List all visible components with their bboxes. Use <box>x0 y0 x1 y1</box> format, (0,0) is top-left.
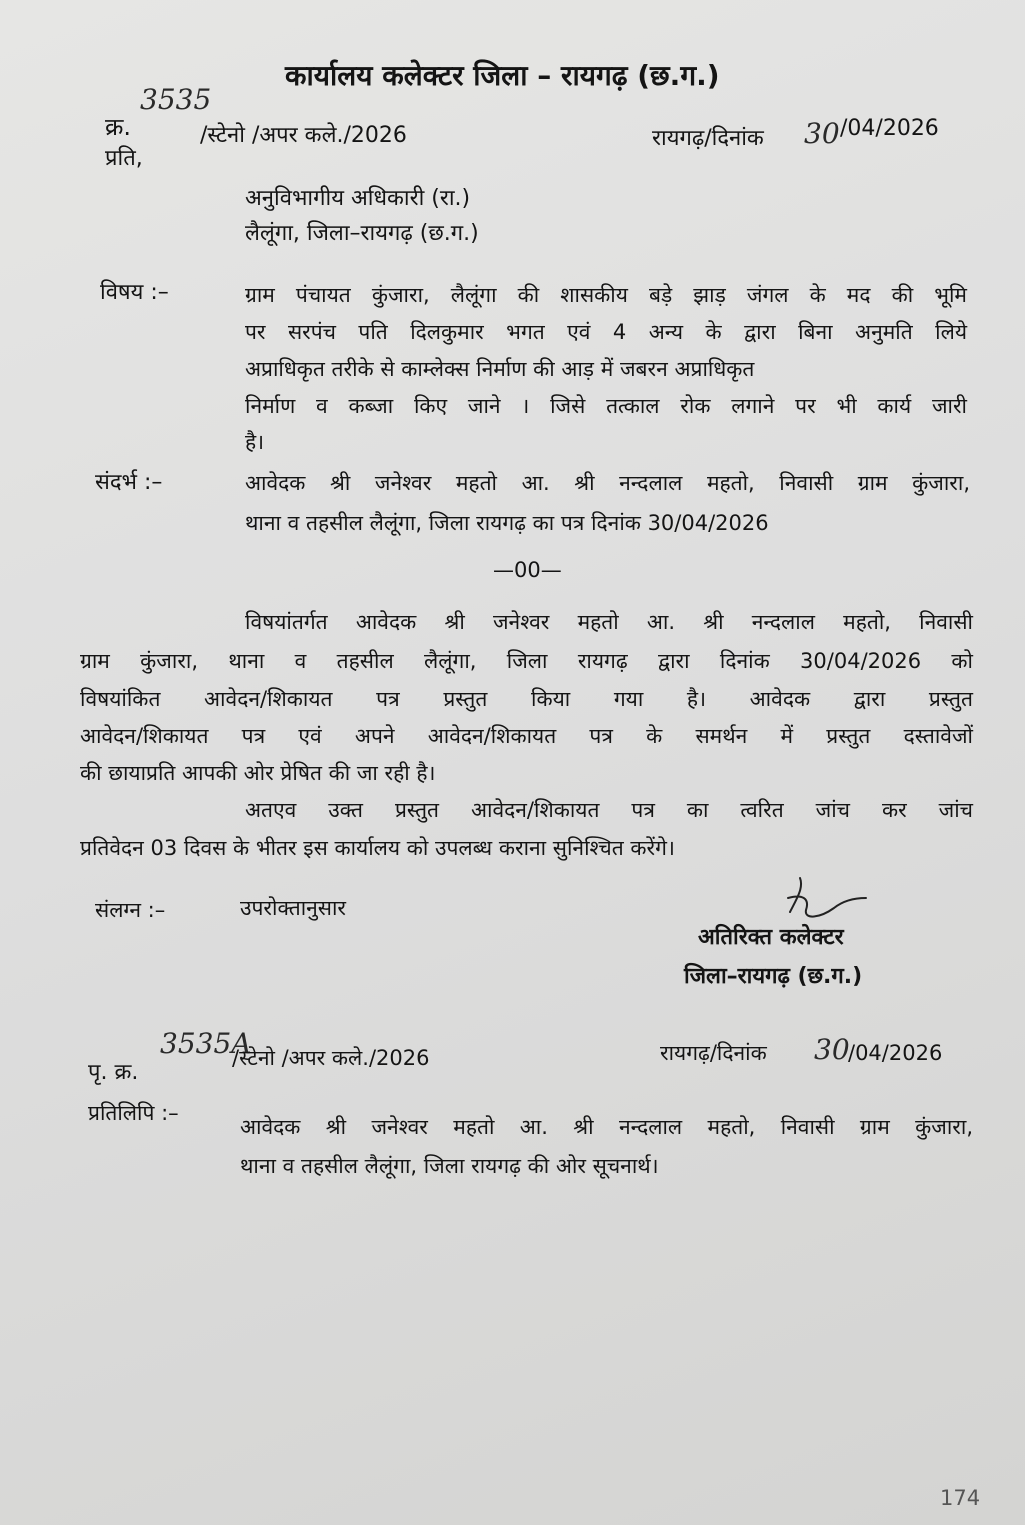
reference-line-1: आवेदक श्री जनेश्वर महतो आ. श्री नन्दलाल महतो, निवासी ग्राम कुंजारा, <box>245 471 970 495</box>
body-p1-line-1: विषयांतर्गत आवेदक श्री जनेश्वर महतो आ. श्री नन्दलाल महतो, निवासी <box>245 610 973 634</box>
reference-label: संदर्भ :– <box>95 470 163 495</box>
enclosure-value: उपरोक्तानुसार <box>240 896 347 920</box>
ref-prefix: क्र. <box>105 113 132 141</box>
subject-line-4: निर्माण व कब्जा किए जाने । जिसे तत्काल रोक लगाने पर भी कार्य जारी <box>245 394 967 418</box>
endorsement-suffix: /स्टेनो /अपर कले./2026 <box>232 1046 430 1070</box>
signature-mark <box>780 868 870 928</box>
subject-line-5: है। <box>245 430 265 454</box>
copy-line-1: आवेदक श्री जनेश्वर महतो आ. श्री नन्दलाल महतो, निवासी ग्राम कुंजारा, <box>240 1115 973 1139</box>
body-p2-line-1: अतएव उक्त प्रस्तुत आवेदन/शिकायत पत्र का त्वरित जांच कर जांच <box>245 798 973 822</box>
body-p1-line-5: की छायाप्रति आपकी ओर प्रेषित की जा रही है। <box>80 761 436 785</box>
copy-label: प्रतिलिपि :– <box>88 1101 179 1125</box>
endorsement-prefix: पृ. क्र. <box>88 1060 139 1085</box>
reference-line-2: थाना व तहसील लैलूंगा, जिला रायगढ़ का पत्र दिनांक 30/04/2026 <box>245 511 769 535</box>
body-p2-line-2: प्रतिवेदन 03 दिवस के भीतर इस कार्यालय को उपलब्ध कराना सुनिश्चित करेंगे। <box>80 836 675 860</box>
page-mark: 174 <box>940 1486 981 1510</box>
subject-label: विषय :– <box>100 280 169 305</box>
to-label: प्रति, <box>105 146 143 171</box>
body-p1-line-4: आवेदन/शिकायत पत्र एवं अपने आवेदन/शिकायत पत्र के समर्थन में प्रस्तुत दस्तावेजों <box>80 724 973 748</box>
signatory-title: अतिरिक्त कलेक्टर <box>698 925 844 950</box>
to-line2: लैलूंगा, जिला–रायगढ़ (छ.ग.) <box>245 221 479 246</box>
enclosure-label: संलग्न :– <box>95 898 166 922</box>
endorsement-number-handwritten: 3535A <box>160 1027 252 1060</box>
subject-line-2: पर सरपंच पति दिलकुमार भगत एवं 4 अन्य के द्वारा बिना अनुमति लिये <box>245 320 967 344</box>
ref-number-handwritten: 3535 <box>140 83 212 116</box>
copy-line-2: थाना व तहसील लैलूंगा, जिला रायगढ़ की ओर सूचनार्थ। <box>240 1154 659 1178</box>
body-p1-line-3: विषयांकित आवेदन/शिकायत पत्र प्रस्तुत किया गया है। आवेदक द्वारा प्रस्तुत <box>80 687 973 711</box>
body-p1-line-2: ग्राम कुंजारा, थाना व तहसील लैलूंगा, जिला रायगढ़ द्वारा दिनांक 30/04/2026 को <box>80 649 973 673</box>
endorsement-date-handwritten: 30 <box>814 1033 850 1066</box>
endorsement-date-suffix: /04/2026 <box>848 1041 943 1065</box>
ref-suffix: /स्टेनो /अपर कले./2026 <box>200 123 407 148</box>
ref-date-suffix: /04/2026 <box>840 116 939 141</box>
subject-line-3: अप्राधिकृत तरीके से काम्लेक्स निर्माण की आड़ में जबरन अप्राधिकृत <box>245 357 755 381</box>
signatory-location: जिला–रायगढ़ (छ.ग.) <box>684 964 863 989</box>
separator: —00— <box>493 558 562 582</box>
subject-line-1: ग्राम पंचायत कुंजारा, लैलूंगा की शासकीय बड़े झाड़ जंगल के मद की भूमि <box>245 283 967 307</box>
to-line1: अनुविभागीय अधिकारी (रा.) <box>245 186 471 211</box>
ref-date-label: रायगढ़/दिनांक <box>652 126 764 151</box>
ref-date-handwritten: 30 <box>804 117 840 150</box>
office-title: कार्यालय कलेक्टर जिला – रायगढ़ (छ.ग.) <box>285 59 720 92</box>
endorsement-date-label: रायगढ़/दिनांक <box>660 1041 767 1065</box>
